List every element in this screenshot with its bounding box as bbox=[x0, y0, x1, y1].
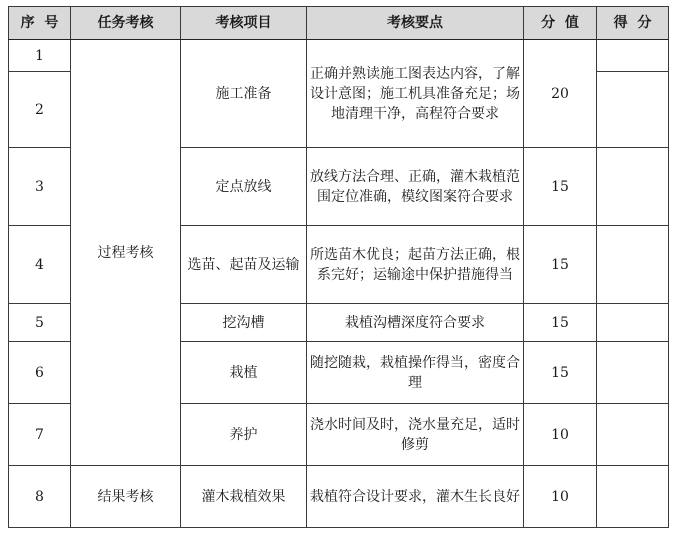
category-process: 过程考核 bbox=[71, 40, 181, 466]
category-result: 结果考核 bbox=[71, 466, 181, 528]
item-cell: 定点放线 bbox=[181, 148, 307, 226]
score-cell: 10 bbox=[524, 404, 597, 466]
table-row bbox=[9, 466, 669, 528]
header-got: 得 分 bbox=[597, 7, 669, 40]
got-cell bbox=[597, 404, 669, 466]
score-cell: 15 bbox=[524, 148, 597, 226]
item-cell: 施工准备 bbox=[181, 40, 307, 148]
header-score: 分 值 bbox=[524, 7, 597, 40]
got-cell bbox=[597, 40, 669, 72]
row-number: 2 bbox=[9, 72, 71, 148]
table-row bbox=[9, 40, 669, 72]
points-cell: 栽植符合设计要求，灌木生长良好 bbox=[307, 466, 524, 528]
item-cell: 栽植 bbox=[181, 342, 307, 404]
points-cell: 栽植沟槽深度符合要求 bbox=[307, 304, 524, 342]
row-number: 6 bbox=[9, 342, 71, 404]
row-number: 4 bbox=[9, 226, 71, 304]
item-cell: 选苗、起苗及运输 bbox=[181, 226, 307, 304]
points-cell: 随挖随栽，栽植操作得当，密度合理 bbox=[307, 342, 524, 404]
got-cell bbox=[597, 226, 669, 304]
got-cell bbox=[597, 148, 669, 226]
header-no: 序 号 bbox=[9, 7, 71, 40]
score-cell: 15 bbox=[524, 304, 597, 342]
score-cell: 15 bbox=[524, 226, 597, 304]
got-cell bbox=[597, 72, 669, 148]
points-cell: 所选苗木优良；起苗方法正确，根系完好；运输途中保护措施得当 bbox=[307, 226, 524, 304]
got-cell bbox=[597, 466, 669, 528]
item-cell: 挖沟槽 bbox=[181, 304, 307, 342]
points-cell: 正确并熟读施工图表达内容，了解设计意图；施工机具准备充足；场地清理干净，高程符合要求 bbox=[307, 40, 524, 148]
row-number: 5 bbox=[9, 304, 71, 342]
header-row bbox=[9, 7, 669, 40]
points-cell: 放线方法合理、正确，灌木栽植范围定位准确，模纹图案符合要求 bbox=[307, 148, 524, 226]
got-cell bbox=[597, 304, 669, 342]
score-cell: 20 bbox=[524, 40, 597, 148]
row-number: 7 bbox=[9, 404, 71, 466]
score-cell: 15 bbox=[524, 342, 597, 404]
points-cell: 浇水时间及时，浇水量充足，适时修剪 bbox=[307, 404, 524, 466]
got-cell bbox=[597, 342, 669, 404]
assessment-table bbox=[8, 6, 669, 528]
header-points: 考核要点 bbox=[307, 7, 524, 40]
row-number: 1 bbox=[9, 40, 71, 72]
header-item: 考核项目 bbox=[181, 7, 307, 40]
item-cell: 养护 bbox=[181, 404, 307, 466]
assessment-table-wrapper bbox=[8, 6, 669, 528]
header-task: 任务考核 bbox=[71, 7, 181, 40]
item-cell: 灌木栽植效果 bbox=[181, 466, 307, 528]
row-number: 8 bbox=[9, 466, 71, 528]
row-number: 3 bbox=[9, 148, 71, 226]
score-cell: 10 bbox=[524, 466, 597, 528]
